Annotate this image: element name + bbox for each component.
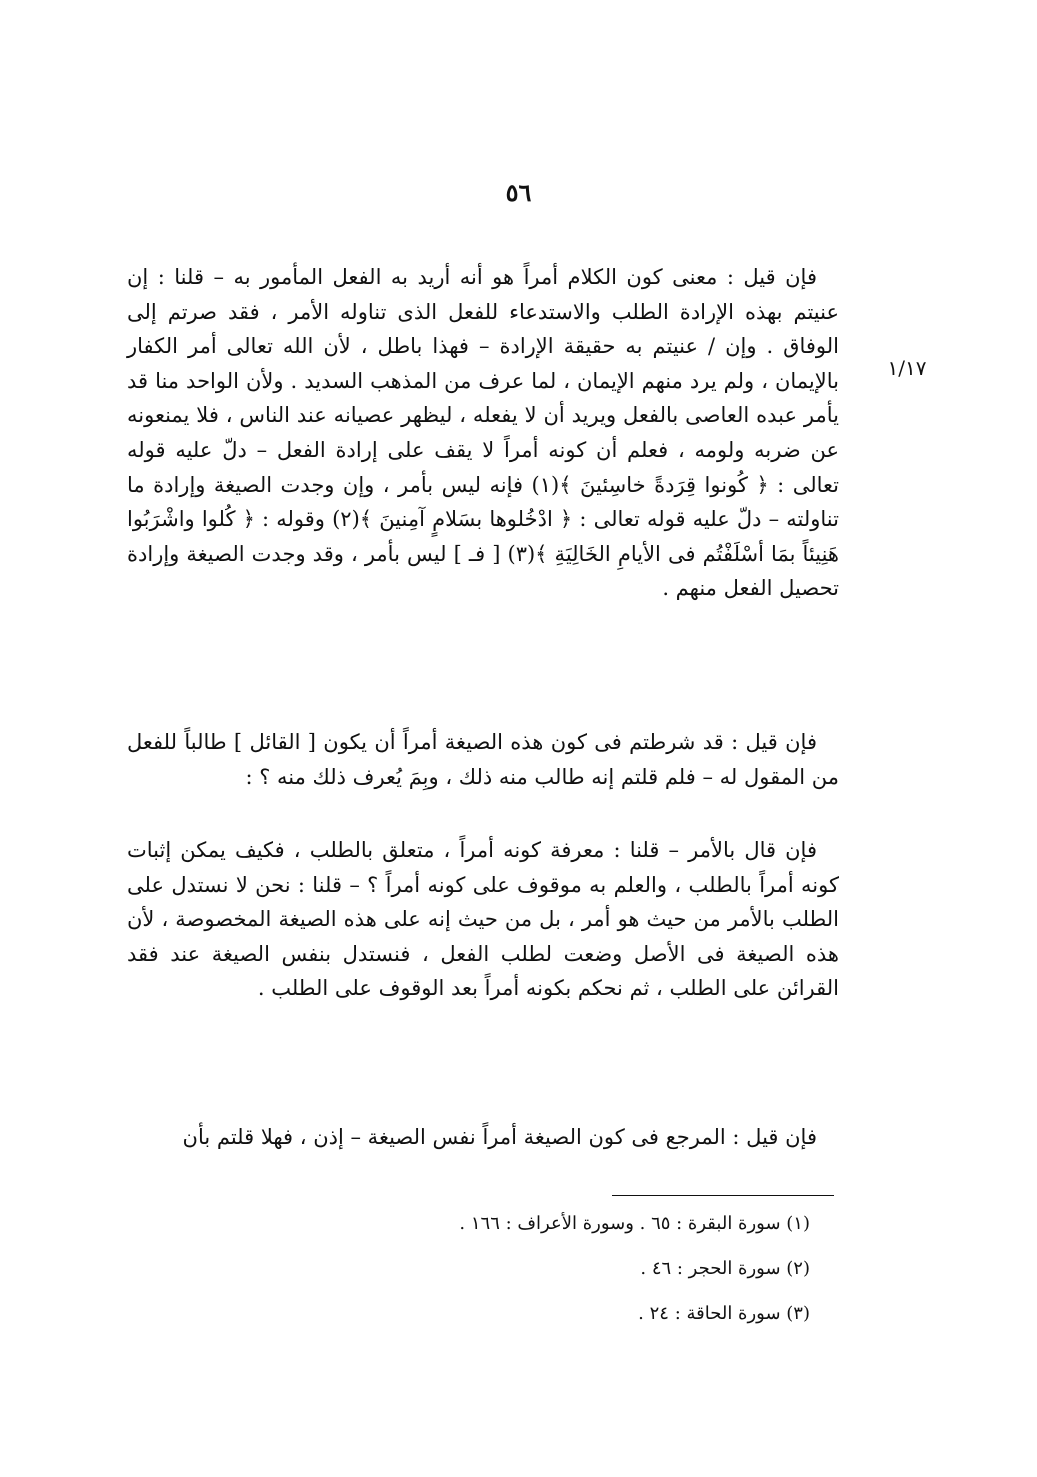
paragraph-3: [127, 833, 839, 1006]
paragraph-text: فإن قيل : قد شرطتم فى كون هذه الصيغة أمراً أن يكون [ القائل ] طالباً للفعل من المقول له – فلم قلتم إنه طالب منه ذلك ، وبِمَ يُعرف ذلك منه ؟ :: [127, 730, 839, 789]
paragraph-text: فإن قيل : معنى كون الكلام أمراً هو أنه أريد به الفعل المأمور به – قلنا : إن عنيتم بهذه الإرادة الطلب والاستدعاء للفعل الذى تناوله الأمر ، فقد صرتم إلى الوفاق . وإن / عنيتم به حقيقة الإرادة – فهذا باطل ، لأن الله تعالى أمر الكفار بالإيمان ، ولم يرد منهم الإيمان ، لما عرف من المذهب السديد . ولأن الواحد منا قد يأمر عبده العاصى بالفعل ويريد أن لا يفعله ، ليظهر عصيانه عند الناس ، فلا يمنعونه عن ضربه ولومه ، فعلم أن كونه أمراً لا يقف على إرادة الفعل – دلّ عليه قوله تعالى : ﴿ كُونوا قِرَدةً خاسِئينَ ﴾(١) فإنه ليس بأمر ، وإن وجدت الصيغة وإرادة ما تناولته – دلّ عليه قوله تعالى : ﴿ ادْخُلوها بسَلامٍ آمِنينَ ﴾(٢) وقوله : ﴿ كُلوا واشْرَبُوا هَنِيئاً بمَا أسْلَفْتُم فى الأيامِ الخَالِيَةِ ﴾(٣) [ فـ ] ليس بأمر ، وقد وجدت الصيغة وإرادة تحصيل الفعل منهم .: [127, 265, 840, 601]
footnote-rule: [612, 1195, 834, 1196]
paragraph-text: فإن قيل : المرجع فى كون الصيغة أمراً نفس الصيغة – إذن ، فهلا قلتم بأن: [182, 1125, 817, 1149]
margin-note: ١/١٧: [887, 356, 927, 380]
paragraph-1: [127, 260, 839, 606]
paragraph-2: [127, 725, 839, 794]
paragraph-text: فإن قال بالأمر – قلنا : معرفة كونه أمراً ، متعلق بالطلب ، فكيف يمكن إثبات كونه أمراً بالطلب ، والعلم به موقوف على كونه أمراً ؟ – قلنا : نحن لا نستدل على الطلب بالأمر من حيث هو أمر ، بل من حيث إنه على هذه الصيغة المخصوصة ، لأن هذه الصيغة فى الأصل وضعت لطلب الفعل ، فنستدل بنفس الصيغة عند فقد القرائن على الطلب ، ثم نحكم بكونه أمراً بعد الوقوف على الطلب .: [127, 838, 840, 1001]
footnote-2: (٢) سورة الحجر : ٤٦ .: [640, 1258, 810, 1279]
footnotes: [300, 1212, 810, 1347]
paragraph-4: [127, 1120, 839, 1155]
page-number: ٥٦: [505, 178, 532, 207]
footnote-1: (١) سورة البقرة : ٦٥ . وسورة الأعراف : ١٦٦ .: [459, 1213, 810, 1234]
footnote-3: (٣) سورة الحاقة : ٢٤ .: [638, 1303, 810, 1324]
